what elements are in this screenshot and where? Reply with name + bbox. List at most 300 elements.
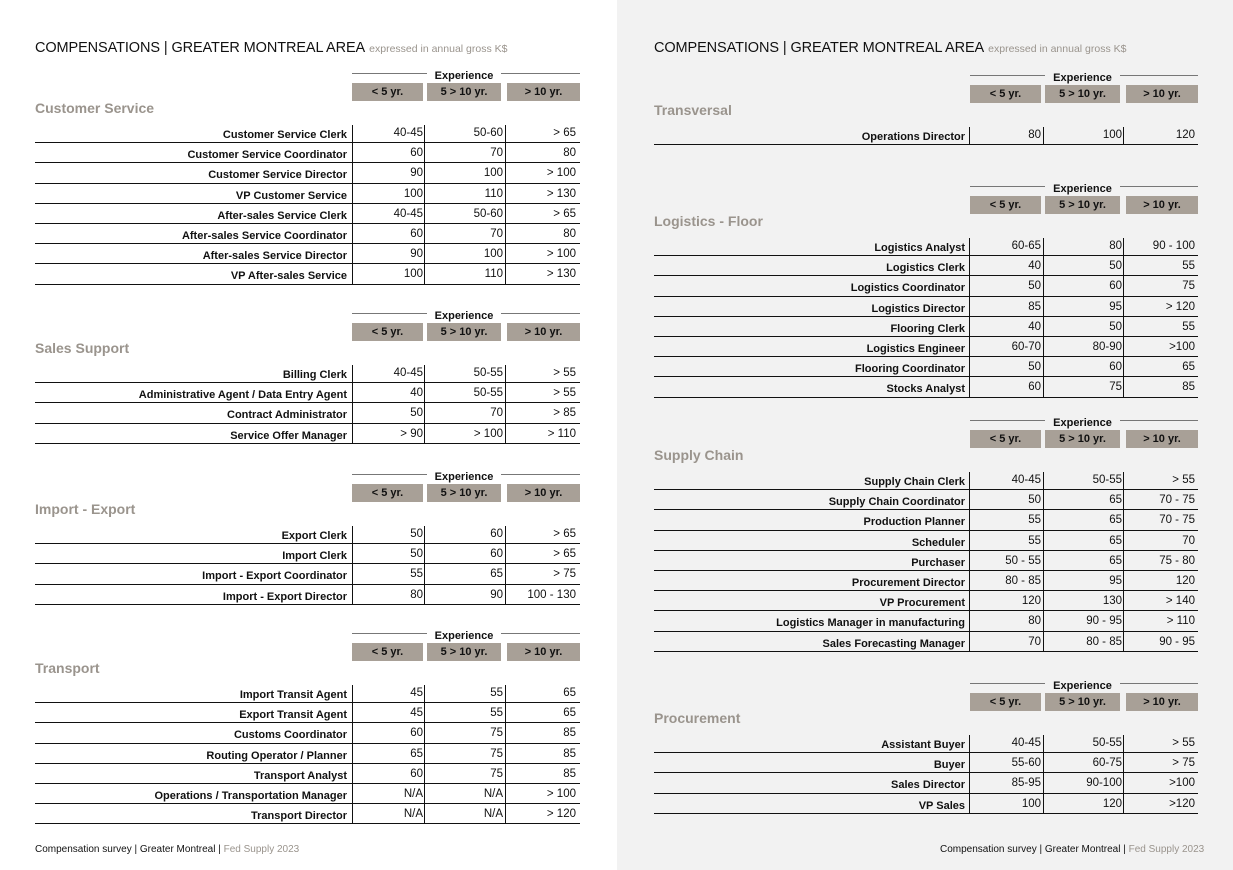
table-rows: [35, 363, 580, 444]
table-row: [35, 683, 580, 703]
salary-value-col-3: 65: [563, 687, 576, 699]
salary-value-col-2: 130: [1102, 595, 1122, 608]
experience-rule-right: [1116, 683, 1198, 684]
salary-value-col-2: N/A: [483, 787, 503, 800]
column-divider-3: [505, 125, 506, 285]
salary-value-col-3: > 120: [1165, 300, 1195, 313]
salary-value-col-1: 40-45: [1011, 474, 1041, 486]
table-row: [654, 591, 1198, 611]
salary-value-col-2: 80: [1109, 240, 1122, 252]
salary-value-col-1: 45: [410, 687, 423, 699]
column-header-2: 5 > 10 yr.: [427, 83, 501, 101]
experience-rule-left: [352, 474, 433, 475]
table-row: [654, 236, 1198, 256]
salary-value-col-3: 90 - 95: [1159, 635, 1195, 648]
column-header-1: < 5 yr.: [352, 323, 423, 341]
job-title: Scheduler: [911, 536, 965, 549]
salary-value-col-2: 110: [484, 268, 503, 281]
table-row: [35, 544, 580, 564]
column-header-1: < 5 yr.: [970, 85, 1041, 103]
table-row: [654, 357, 1198, 377]
salary-value-col-2: 50-55: [473, 367, 503, 379]
job-title: Operations / Transportation Manager: [154, 789, 347, 802]
job-title: VP Customer Service: [235, 189, 347, 202]
salary-value-col-3: > 65: [553, 528, 576, 540]
salary-value-col-2: 50-55: [473, 387, 503, 400]
job-title: Contract Administrator: [227, 409, 347, 422]
salary-value-col-2: 65: [1109, 514, 1122, 527]
column-divider-3: [1123, 238, 1124, 398]
experience-rule-left: [352, 73, 433, 74]
salary-value-col-3: > 55: [553, 387, 576, 400]
salary-value-col-1: 55: [1028, 534, 1041, 547]
job-title: Production Planner: [863, 516, 965, 529]
column-header-2: 5 > 10 yr.: [427, 484, 501, 502]
salary-value-col-1: 50: [410, 407, 423, 420]
section-supply-chain: [654, 417, 1198, 654]
table-row: [35, 244, 580, 264]
job-title: Import - Export Director: [222, 590, 347, 603]
experience-rule-left: [352, 633, 433, 634]
salary-value-col-1: 55: [410, 568, 423, 581]
job-title: Service Offer Manager: [230, 429, 347, 442]
salary-value-col-2: 65: [490, 568, 503, 581]
salary-value-col-3: 85: [563, 767, 576, 780]
salary-value-col-1: 40: [410, 387, 423, 400]
table-row: [654, 531, 1198, 551]
experience-rule-left: [970, 683, 1051, 684]
salary-value-col-2: 55: [490, 687, 503, 699]
section-title: Import - Export: [35, 501, 136, 517]
table-rows: [654, 236, 1198, 398]
salary-value-col-3: > 85: [553, 407, 576, 420]
table-row: [654, 317, 1198, 337]
column-header-2: 5 > 10 yr.: [427, 643, 501, 661]
salary-value-col-2: 60: [490, 548, 503, 561]
column-divider-1: [969, 735, 970, 814]
experience-rule-left: [970, 186, 1051, 187]
job-title: Assistant Buyer: [881, 739, 965, 751]
salary-value-col-1: 85-95: [1011, 777, 1041, 790]
job-title: Logistics Analyst: [874, 242, 965, 254]
job-title: Flooring Coordinator: [855, 363, 965, 376]
section-title: Customer Service: [35, 100, 155, 116]
job-title: Export Transit Agent: [239, 709, 347, 722]
experience-rule-right: [497, 633, 580, 634]
salary-value-col-2: 95: [1109, 300, 1122, 313]
table-rows: [654, 733, 1198, 814]
column-divider-3: [505, 526, 506, 605]
salary-value-col-2: 95: [1109, 574, 1122, 587]
job-title: VP After-sales Service: [230, 270, 347, 283]
salary-value-col-3: 70 - 75: [1159, 514, 1195, 527]
salary-value-col-3: 100 - 130: [527, 588, 576, 601]
salary-value-col-3: 55: [1182, 320, 1195, 333]
table-row: [654, 733, 1198, 753]
salary-value-col-2: 50: [1109, 320, 1122, 333]
job-title: Stocks Analyst: [886, 383, 965, 396]
job-title: Logistics Engineer: [866, 342, 965, 355]
job-title: Logistics Manager in manufacturing: [776, 617, 965, 630]
salary-value-col-1: 40-45: [1011, 737, 1041, 749]
column-divider-2: [1043, 472, 1044, 652]
salary-value-col-1: 40-45: [393, 207, 423, 220]
table-row: [35, 723, 580, 743]
table-row: [654, 276, 1198, 296]
salary-value-col-1: 90: [410, 248, 423, 261]
salary-value-col-3: > 130: [546, 268, 576, 281]
table-row: [35, 403, 580, 423]
salary-value-col-1: 80: [1028, 615, 1041, 628]
salary-value-col-1: 70: [1028, 635, 1041, 648]
column-header-2: 5 > 10 yr.: [1045, 693, 1120, 711]
salary-value-col-2: 75: [490, 747, 503, 760]
section-title: Supply Chain: [654, 447, 744, 463]
column-divider-3: [505, 685, 506, 824]
column-header-3: > 10 yr.: [507, 643, 580, 661]
table-row: [35, 703, 580, 723]
experience-rule-left: [970, 420, 1051, 421]
job-title: Export Clerk: [281, 530, 347, 542]
salary-value-col-2: 80 - 85: [1086, 635, 1122, 648]
section-title: Transversal: [654, 102, 732, 118]
salary-value-col-2: 80-90: [1092, 340, 1122, 353]
job-title: VP Sales: [918, 799, 965, 812]
salary-value-col-3: >120: [1169, 797, 1195, 810]
experience-rule-right: [1116, 420, 1198, 421]
job-title: Supply Chain Coordinator: [828, 496, 965, 509]
column-divider-2: [424, 685, 425, 824]
table-row: [35, 383, 580, 403]
salary-value-col-3: > 100: [546, 167, 576, 180]
salary-value-col-2: 50-55: [1092, 737, 1122, 749]
title-main: COMPENSATIONS | GREATER MONTREAL AREA: [654, 40, 985, 56]
salary-value-col-1: 50: [1028, 361, 1041, 374]
job-title: Import Transit Agent: [239, 689, 347, 701]
table-row: [35, 585, 580, 605]
table-row: [654, 297, 1198, 317]
column-header-3: > 10 yr.: [507, 484, 580, 502]
job-title: Customer Service Coordinator: [187, 149, 347, 162]
section-procurement: [654, 680, 1198, 816]
column-header-3: > 10 yr.: [1126, 196, 1198, 214]
experience-rule-right: [1116, 75, 1198, 76]
column-header-2: 5 > 10 yr.: [427, 323, 501, 341]
experience-rule-right: [497, 313, 580, 314]
table-row: [35, 524, 580, 544]
job-title: After-sales Service Coordinator: [181, 229, 347, 242]
section-transversal: [654, 72, 1198, 147]
salary-value-col-3: >100: [1169, 340, 1195, 353]
salary-value-col-2: 90-100: [1086, 777, 1122, 790]
table-row: [35, 184, 580, 204]
column-divider-2: [424, 125, 425, 285]
column-divider-2: [424, 526, 425, 605]
column-divider-1: [969, 472, 970, 652]
salary-value-col-3: > 65: [553, 207, 576, 220]
column-divider-3: [1123, 472, 1124, 652]
salary-value-col-2: 60: [490, 528, 503, 540]
job-title: Import Clerk: [282, 550, 347, 563]
salary-value-col-2: 75: [490, 727, 503, 740]
experience-rule-left: [352, 313, 433, 314]
salary-value-col-1: 80: [410, 588, 423, 601]
salary-value-col-2: 100: [1102, 129, 1122, 141]
title-main: COMPENSATIONS | GREATER MONTREAL AREA: [35, 40, 366, 56]
job-title: Administrative Agent / Data Entry Agent: [138, 389, 347, 402]
table-rows: [35, 683, 580, 824]
salary-value-col-3: 65: [563, 707, 576, 720]
salary-value-col-1: 50: [1028, 494, 1041, 507]
column-divider-2: [1043, 735, 1044, 814]
salary-value-col-1: 80: [1028, 129, 1041, 141]
footer-survey: Compensation survey | Greater Montreal |: [35, 844, 221, 855]
table-row: [35, 424, 580, 444]
table-rows: [35, 123, 580, 285]
column-divider-3: [505, 365, 506, 444]
title-subtitle: expressed in annual gross K$: [988, 43, 1127, 55]
section-import-export: [35, 471, 580, 607]
column-header-3: > 10 yr.: [1126, 693, 1198, 711]
job-title: Transport Analyst: [253, 769, 347, 782]
column-divider-2: [1043, 238, 1044, 398]
section-title: Procurement: [654, 710, 741, 726]
footer: [35, 844, 299, 855]
salary-value-col-3: 75: [1182, 280, 1195, 293]
job-title: Operations Director: [861, 131, 965, 143]
salary-value-col-2: 110: [484, 187, 503, 200]
table-row: [35, 264, 580, 284]
experience-rule-right: [1116, 186, 1198, 187]
title-subtitle: expressed in annual gross K$: [369, 43, 508, 55]
column-divider-1: [352, 365, 353, 444]
salary-value-col-3: > 120: [546, 808, 576, 821]
table-row: [654, 632, 1198, 652]
column-header-2: 5 > 10 yr.: [1045, 430, 1120, 448]
section-sales-support: [35, 310, 580, 446]
salary-value-col-3: 80: [563, 147, 576, 160]
column-header-1: < 5 yr.: [352, 83, 423, 101]
column-header-1: < 5 yr.: [970, 693, 1041, 711]
experience-label: Experience: [427, 70, 501, 84]
section-transport: [35, 630, 580, 826]
table-rows: [35, 524, 580, 605]
salary-value-col-2: > 100: [473, 427, 503, 440]
experience-label: Experience: [427, 630, 501, 644]
experience-label: Experience: [1045, 72, 1120, 86]
salary-value-col-1: 40: [1028, 260, 1041, 273]
table-rows: [654, 125, 1198, 145]
job-title: Flooring Clerk: [890, 322, 965, 335]
salary-value-col-1: 60: [410, 227, 423, 240]
salary-value-col-2: 50-60: [473, 207, 503, 220]
column-header-1: < 5 yr.: [970, 430, 1041, 448]
salary-value-col-1: 90: [410, 167, 423, 180]
job-title: After-sales Service Director: [202, 250, 347, 263]
table-row: [654, 256, 1198, 276]
table-row: [35, 143, 580, 163]
salary-value-col-1: 55-60: [1011, 757, 1041, 770]
salary-value-col-2: 75: [490, 767, 503, 780]
salary-value-col-3: 70 - 75: [1159, 494, 1195, 507]
salary-value-col-3: 120: [1175, 574, 1195, 587]
salary-value-col-1: 40: [1028, 320, 1041, 333]
job-title: Sales Director: [891, 779, 965, 792]
salary-value-col-2: 70: [490, 227, 503, 240]
salary-value-col-3: > 130: [546, 187, 576, 200]
salary-value-col-3: > 75: [553, 568, 576, 581]
salary-value-col-2: 65: [1109, 554, 1122, 567]
salary-value-col-3: 85: [563, 747, 576, 760]
salary-value-col-2: 70: [490, 407, 503, 420]
salary-value-col-1: N/A: [403, 787, 423, 800]
salary-value-col-1: 60-65: [1011, 240, 1041, 252]
salary-value-col-3: > 75: [1172, 757, 1195, 770]
table-row: [654, 490, 1198, 510]
column-divider-3: [1123, 735, 1124, 814]
salary-value-col-3: > 55: [553, 367, 576, 379]
experience-label: Experience: [1045, 680, 1120, 694]
column-divider-1: [969, 238, 970, 398]
table-row: [654, 611, 1198, 631]
salary-value-col-3: 70: [1182, 534, 1195, 547]
footer-survey: Compensation survey | Greater Montreal |: [940, 844, 1126, 855]
salary-value-col-2: N/A: [483, 808, 503, 821]
salary-value-col-1: 100: [1021, 797, 1041, 810]
salary-value-col-3: > 100: [546, 787, 576, 800]
table-row: [654, 510, 1198, 530]
table-row: [654, 773, 1198, 793]
column-divider-1: [352, 125, 353, 285]
salary-value-col-2: 60: [1109, 361, 1122, 374]
salary-value-col-1: 50: [1028, 280, 1041, 293]
salary-value-col-2: 50-55: [1092, 474, 1122, 486]
footer-brand: Fed Supply 2023: [223, 844, 300, 855]
salary-value-col-2: 50: [1109, 260, 1122, 273]
salary-value-col-3: >100: [1169, 777, 1195, 790]
section-title: Transport: [35, 660, 100, 676]
section-title: Sales Support: [35, 340, 130, 356]
job-title: Purchaser: [911, 556, 965, 569]
job-title: Customer Service Clerk: [222, 129, 347, 141]
salary-value-col-2: 90: [490, 588, 503, 601]
page-title: [35, 40, 507, 56]
column-header-3: > 10 yr.: [507, 323, 580, 341]
job-title: Billing Clerk: [282, 369, 347, 381]
column-header-3: > 10 yr.: [1126, 430, 1198, 448]
column-divider-2: [424, 365, 425, 444]
salary-value-col-1: 60-70: [1011, 340, 1041, 353]
salary-value-col-2: 70: [490, 147, 503, 160]
salary-value-col-3: > 65: [553, 548, 576, 561]
job-title: Buyer: [933, 759, 965, 772]
right-page: [617, 0, 1233, 870]
table-row: [654, 753, 1198, 773]
column-divider-1: [969, 127, 970, 145]
column-divider-3: [1123, 127, 1124, 145]
table-row: [35, 564, 580, 584]
table-row: [654, 337, 1198, 357]
salary-value-col-3: > 140: [1165, 595, 1195, 608]
salary-value-col-2: 55: [490, 707, 503, 720]
salary-value-col-1: N/A: [403, 808, 423, 821]
experience-label: Experience: [1045, 417, 1120, 431]
table-row: [35, 204, 580, 224]
salary-value-col-1: 60: [410, 767, 423, 780]
salary-value-col-1: 60: [1028, 381, 1041, 394]
table-row: [35, 163, 580, 183]
job-title: Sales Forecasting Manager: [822, 637, 965, 650]
table-row: [654, 794, 1198, 814]
job-title: Transport Director: [251, 810, 347, 823]
column-header-2: 5 > 10 yr.: [1045, 196, 1120, 214]
experience-rule-right: [497, 474, 580, 475]
job-title: Customs Coordinator: [233, 729, 347, 742]
table-row: [654, 571, 1198, 591]
table-row: [35, 764, 580, 784]
salary-value-col-2: 100: [483, 248, 503, 261]
footer-brand: Fed Supply 2023: [1128, 844, 1205, 855]
job-title: Logistics Clerk: [886, 262, 965, 275]
experience-rule-right: [497, 73, 580, 74]
salary-value-col-3: 80: [563, 227, 576, 240]
experience-rule-left: [970, 75, 1051, 76]
job-title: Logistics Director: [871, 302, 965, 315]
column-header-1: < 5 yr.: [352, 484, 423, 502]
salary-value-col-2: 65: [1109, 494, 1122, 507]
salary-value-col-2: 60-75: [1092, 757, 1122, 770]
salary-value-col-3: 90 - 100: [1152, 240, 1195, 252]
salary-value-col-2: 120: [1102, 797, 1122, 810]
salary-value-col-3: 65: [1182, 361, 1195, 374]
salary-value-col-3: 55: [1182, 260, 1195, 273]
table-row: [35, 224, 580, 244]
salary-value-col-1: 45: [410, 707, 423, 720]
salary-value-col-2: 65: [1109, 534, 1122, 547]
experience-label: Experience: [427, 310, 501, 324]
section-title: Logistics - Floor: [654, 213, 763, 229]
salary-value-col-3: 85: [563, 727, 576, 740]
salary-value-col-3: > 65: [553, 127, 576, 139]
table-row: [35, 784, 580, 804]
salary-value-col-2: 90 - 95: [1086, 615, 1122, 628]
salary-value-col-1: 80 - 85: [1005, 574, 1041, 587]
job-title: Logistics Coordinator: [850, 282, 965, 295]
column-header-2: 5 > 10 yr.: [1045, 85, 1120, 103]
salary-value-col-3: > 55: [1172, 737, 1195, 749]
column-header-1: < 5 yr.: [352, 643, 423, 661]
experience-label: Experience: [1045, 183, 1120, 197]
table-row: [654, 551, 1198, 571]
job-title: Customer Service Director: [208, 169, 347, 182]
table-row: [654, 470, 1198, 490]
table-rows: [654, 470, 1198, 652]
salary-value-col-3: 75 - 80: [1159, 554, 1195, 567]
salary-value-col-3: 85: [1182, 381, 1195, 394]
salary-value-col-3: > 110: [1166, 615, 1195, 628]
column-header-1: < 5 yr.: [970, 196, 1041, 214]
job-title: Import - Export Coordinator: [202, 570, 347, 583]
salary-value-col-1: 65: [410, 747, 423, 760]
salary-value-col-1: 50: [410, 548, 423, 561]
footer: [940, 844, 1204, 855]
salary-value-col-3: > 55: [1172, 474, 1195, 486]
salary-value-col-2: 100: [483, 167, 503, 180]
section-customer-service: [35, 70, 580, 287]
salary-value-col-1: 40-45: [393, 127, 423, 139]
salary-value-col-1: 60: [410, 147, 423, 160]
table-row: [35, 363, 580, 383]
